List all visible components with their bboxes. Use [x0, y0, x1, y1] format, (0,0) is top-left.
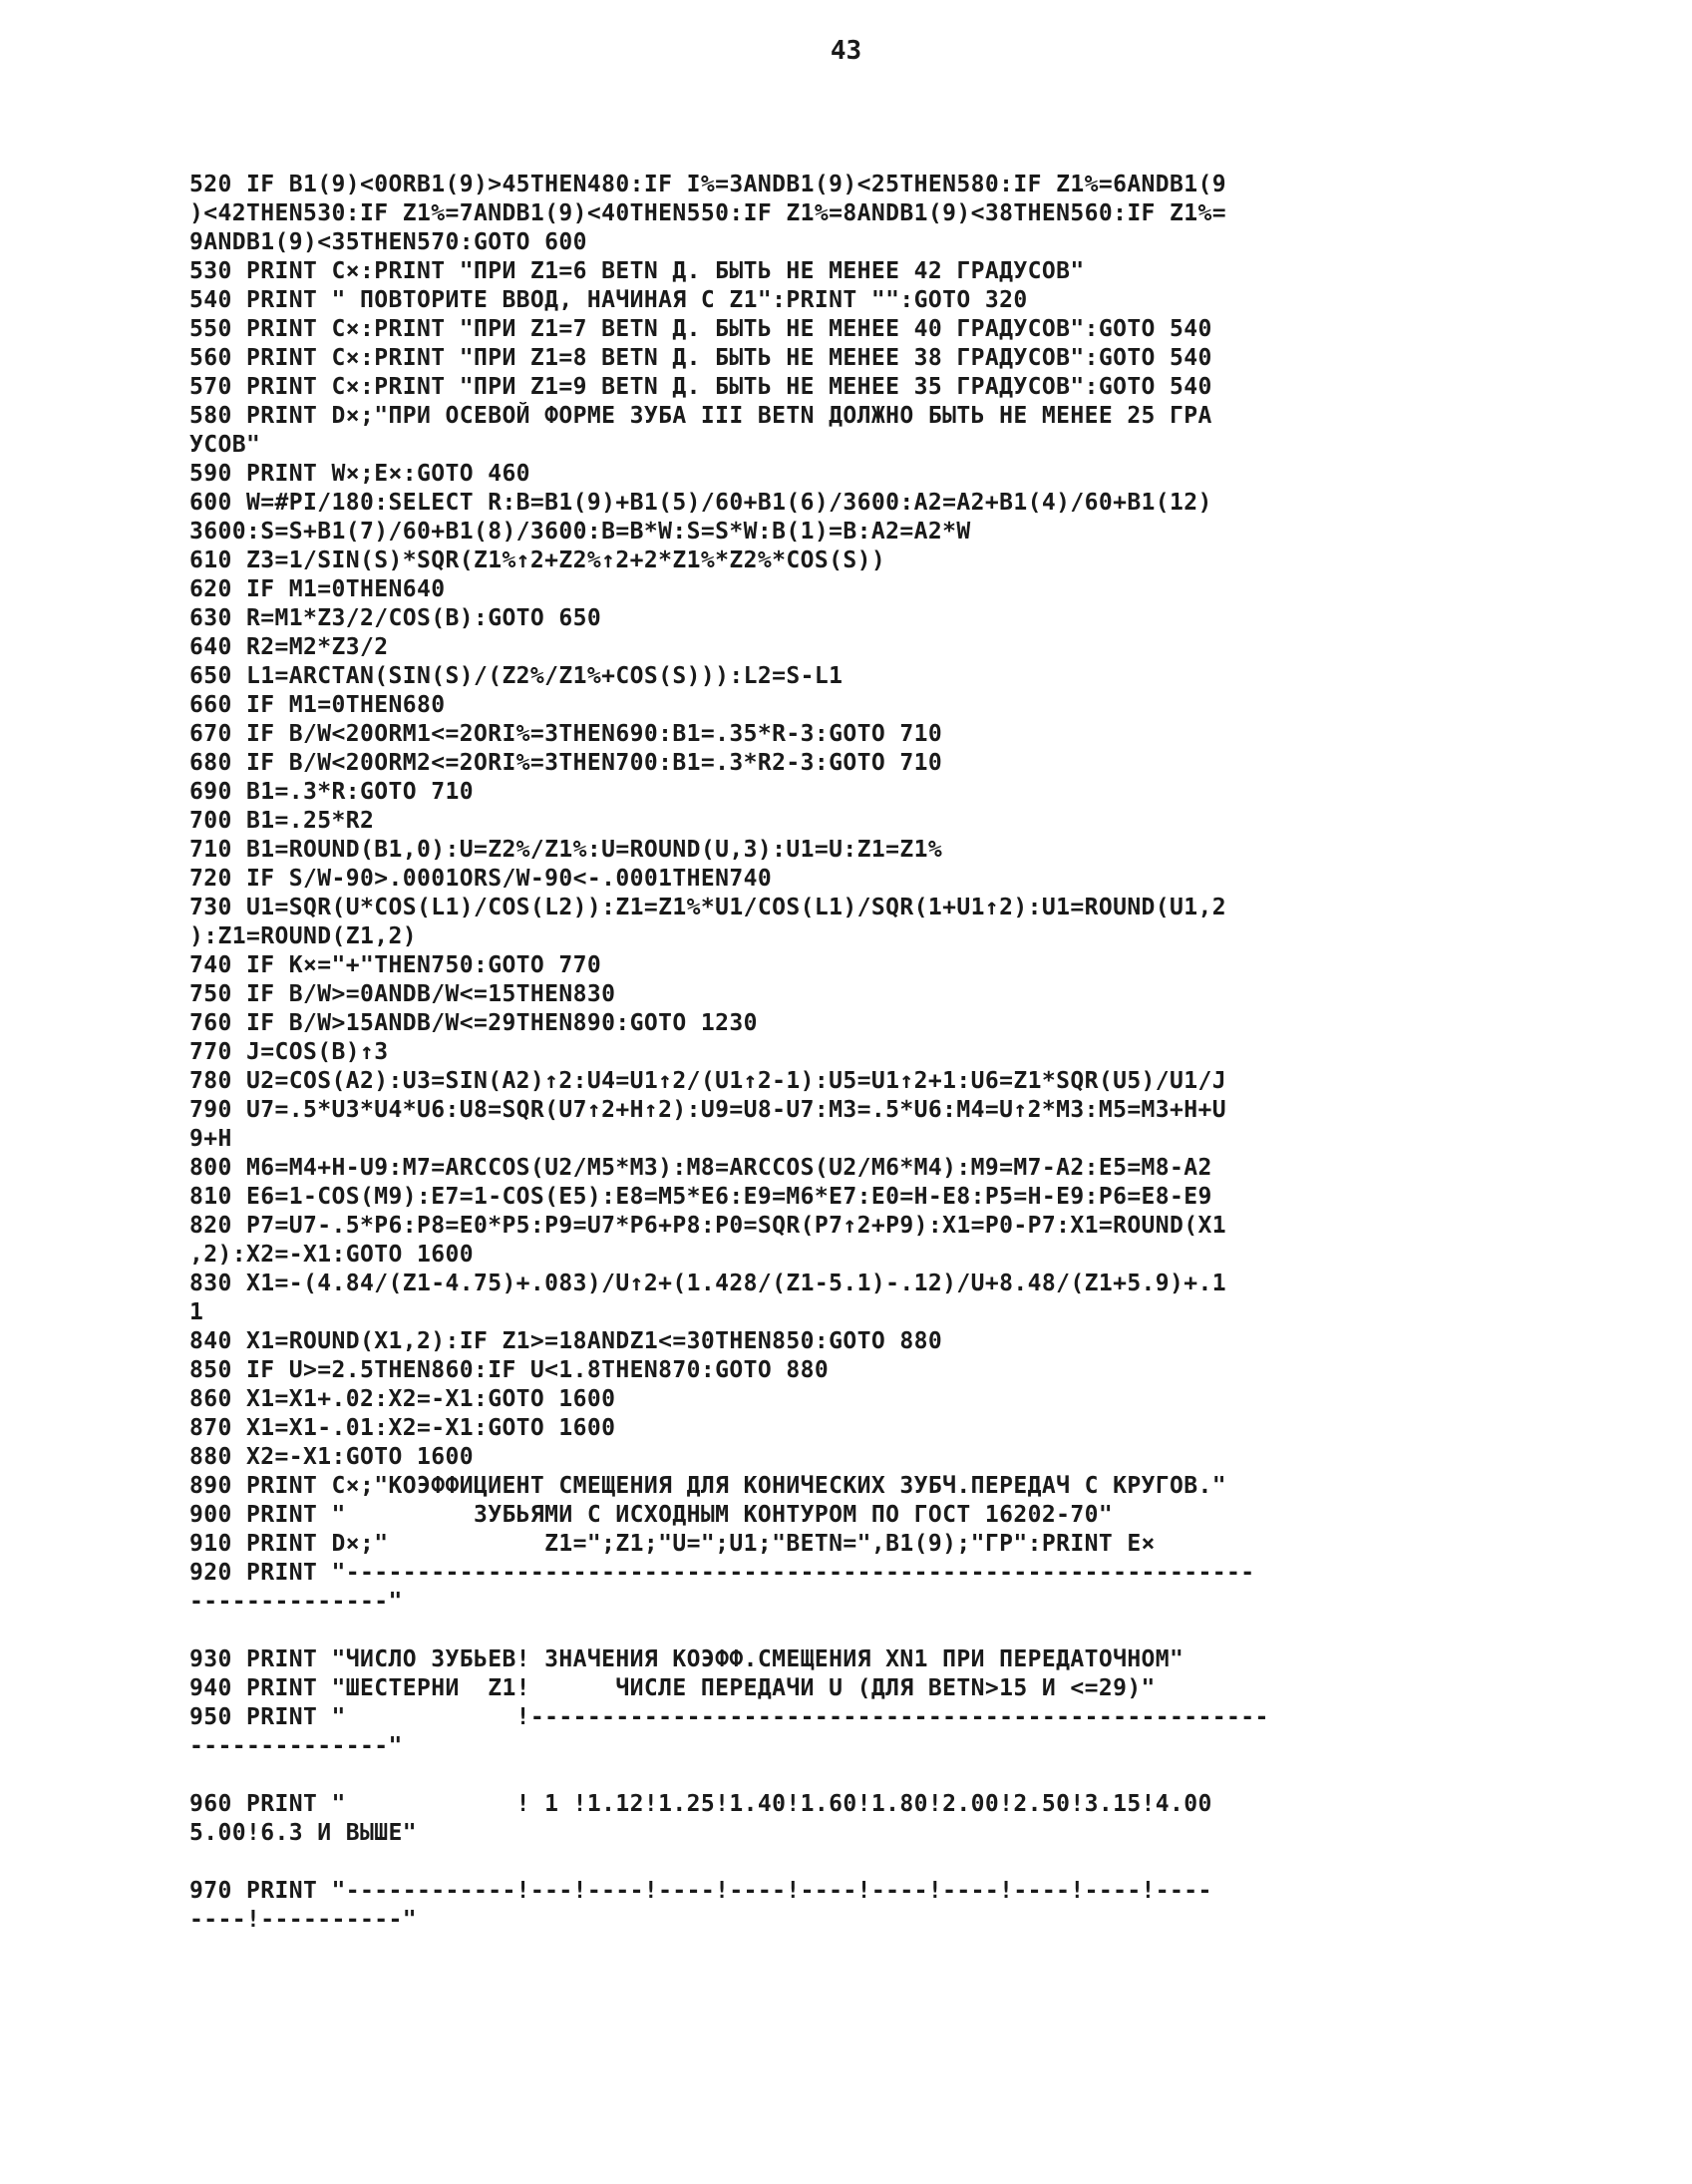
code-line: 920 PRINT "----------------------------------------------------------------	[189, 1560, 1255, 1586]
code-line: 560 PRINT C×:PRINT "ПРИ Z1=8 BETN Д. БЫТЬ НЕ МЕНЕЕ 38 ГРАДУСОВ":GOTO 540	[189, 345, 1212, 371]
code-line: 740 IF K×="+"THEN750:GOTO 770	[189, 952, 602, 978]
code-line: 830 X1=-(4.84/(Z1-4.75)+.083)/U↑2+(1.428/(Z1-5.1)-.12)/U+8.48/(Z1+5.9)+.1	[189, 1271, 1227, 1296]
code-line: 660 IF M1=0THEN680	[189, 692, 446, 718]
code-line: ----!----------"	[189, 1907, 417, 1933]
code-line: 3600:S=S+B1(7)/60+B1(8)/3600:B=B*W:S=S*W:B(1)=B:A2=A2*W	[189, 519, 971, 545]
code-line: 880 X2=-X1:GOTO 1600	[189, 1444, 474, 1470]
code-line: 620 IF M1=0THEN640	[189, 576, 446, 602]
code-line: --------------"	[189, 1589, 403, 1615]
code-line: 680 IF B/W<20ORM2<=2ORI%=3THEN700:B1=.3*R2-3:GOTO 710	[189, 750, 943, 776]
code-line: 730 U1=SQR(U*COS(L1)/COS(L2)):Z1=Z1%*U1/COS(L1)/SQR(1+U1↑2):U1=ROUND(U1,2	[189, 895, 1227, 920]
code-line: 750 IF B/W>=0ANDB/W<=15THEN830	[189, 981, 616, 1007]
code-line: 720 IF S/W-90>.0001ORS/W-90<-.0001THEN740	[189, 866, 773, 892]
code-line: 520 IF B1(9)<0ORB1(9)>45THEN480:IF I%=3ANDB1(9)<25THEN580:IF Z1%=6ANDB1(9	[189, 172, 1227, 197]
code-line: 1	[189, 1299, 204, 1325]
code-line: 690 B1=.3*R:GOTO 710	[189, 779, 474, 805]
code-line: 670 IF B/W<20ORM1<=2ORI%=3THEN690:B1=.35*R-3:GOTO 710	[189, 721, 943, 747]
code-line: 600 W=#PI/180:SELECT R:B=B1(9)+B1(5)/60+B1(6)/3600:A2=A2+B1(4)/60+B1(12)	[189, 490, 1212, 516]
code-line: 860 X1=X1+.02:X2=-X1:GOTO 1600	[189, 1386, 616, 1412]
code-line: 640 R2=M2*Z3/2	[189, 634, 389, 660]
code-line: 950 PRINT " !----------------------------------------------------	[189, 1704, 1269, 1730]
code-line: 840 X1=ROUND(X1,2):IF Z1>=18ANDZ1<=30THEN850:GOTO 880	[189, 1328, 943, 1354]
code-line: 630 R=M1*Z3/2/COS(B):GOTO 650	[189, 605, 602, 631]
code-line: 890 PRINT C×;"КОЭФФИЦИЕНТ СМЕЩЕНИЯ ДЛЯ КОНИЧЕСКИХ ЗУБЧ.ПЕРЕДАЧ С КРУГОВ."	[189, 1473, 1227, 1499]
code-line: )<42THEN530:IF Z1%=7ANDB1(9)<40THEN550:IF Z1%=8ANDB1(9)<38THEN560:IF Z1%=	[189, 200, 1227, 226]
code-line: ):Z1=ROUND(Z1,2)	[189, 923, 417, 949]
code-line: 930 PRINT "ЧИСЛО ЗУБЬЕВ! ЗНАЧЕНИЯ КОЭФФ.СМЕЩЕНИЯ XN1 ПРИ ПЕРЕДАТОЧНОМ"	[189, 1646, 1184, 1672]
basic-program-listing	[189, 171, 1486, 1935]
code-line: УСОВ"	[189, 432, 261, 458]
code-line: 550 PRINT C×:PRINT "ПРИ Z1=7 BETN Д. БЫТЬ НЕ МЕНЕЕ 40 ГРАДУСОВ":GOTO 540	[189, 316, 1212, 342]
code-line: 940 PRINT "ШЕСТЕРНИ Z1! ЧИСЛЕ ПЕРЕДАЧИ U (ДЛЯ BETN>15 И <=29)"	[189, 1675, 1156, 1701]
code-line: 770 J=COS(B)↑3	[189, 1039, 389, 1065]
code-line: 9+H	[189, 1126, 232, 1152]
code-line: 850 IF U>=2.5THEN860:IF U<1.8THEN870:GOTO 880	[189, 1357, 830, 1383]
code-line: 530 PRINT C×:PRINT "ПРИ Z1=6 BETN Д. БЫТЬ НЕ МЕНЕЕ 42 ГРАДУСОВ"	[189, 258, 1085, 284]
code-line: 590 PRINT W×;E×:GOTO 460	[189, 461, 530, 487]
code-line: ,2):X2=-X1:GOTO 1600	[189, 1242, 474, 1268]
page-number: 43	[830, 36, 862, 66]
code-line	[189, 1617, 1486, 1645]
code-line: 9ANDB1(9)<35THEN570:GOTO 600	[189, 229, 587, 255]
code-line: 810 E6=1-COS(M9):E7=1-COS(E5):E8=M5*E6:E9=M6*E7:E0=H-E8:P5=H-E9:P6=E8-E9	[189, 1184, 1212, 1210]
code-line: 970 PRINT "------------!---!----!----!----!----!----!----!----!----!----	[189, 1878, 1212, 1904]
code-line: 870 X1=X1-.01:X2=-X1:GOTO 1600	[189, 1415, 616, 1441]
code-line: 650 L1=ARCTAN(SIN(S)/(Z2%/Z1%+COS(S))):L2=S-L1	[189, 663, 844, 689]
code-line: 960 PRINT " ! 1 !1.12!1.25!1.40!1.60!1.80!2.00!2.50!3.15!4.00	[189, 1791, 1212, 1817]
code-line: --------------"	[189, 1733, 403, 1759]
code-line: 610 Z3=1/SIN(S)*SQR(Z1%↑2+Z2%↑2+2*Z1%*Z2%*COS(S))	[189, 547, 886, 573]
code-line: 540 PRINT " ПОВТОРИТЕ ВВОД, НАЧИНАЯ С Z1":PRINT "":GOTO 320	[189, 287, 1028, 313]
code-line: 710 B1=ROUND(B1,0):U=Z2%/Z1%:U=ROUND(U,3):U1=U:Z1=Z1%	[189, 837, 943, 863]
code-line	[189, 1848, 1486, 1877]
code-line: 780 U2=COS(A2):U3=SIN(A2)↑2:U4=U1↑2/(U1↑2-1):U5=U1↑2+1:U6=Z1*SQR(U5)/U1/J	[189, 1068, 1227, 1094]
code-line: 570 PRINT C×:PRINT "ПРИ Z1=9 BETN Д. БЫТЬ НЕ МЕНЕЕ 35 ГРАДУСОВ":GOTO 540	[189, 374, 1212, 400]
code-line: 900 PRINT " ЗУБЬЯМИ С ИСХОДНЫМ КОНТУРОМ ПО ГОСТ 16202-70"	[189, 1502, 1114, 1528]
code-line: 700 B1=.25*R2	[189, 808, 375, 834]
code-line: 790 U7=.5*U3*U4*U6:U8=SQR(U7↑2+H↑2):U9=U8-U7:M3=.5*U6:M4=U↑2*M3:M5=M3+H+U	[189, 1097, 1227, 1123]
code-line: 5.00!6.3 И ВЫШЕ"	[189, 1820, 417, 1846]
code-line	[189, 1761, 1486, 1790]
code-line: 580 PRINT D×;"ПРИ ОСЕВОЙ ФОРМЕ ЗУБА III BETN ДОЛЖНО БЫТЬ НЕ МЕНЕЕ 25 ГРА	[189, 403, 1212, 429]
code-line: 800 M6=M4+H-U9:M7=ARCCOS(U2/M5*M3):M8=ARCCOS(U2/M6*M4):M9=M7-A2:E5=M8-A2	[189, 1155, 1212, 1181]
code-line: 760 IF B/W>15ANDB/W<=29THEN890:GOTO 1230	[189, 1010, 758, 1036]
code-line: 910 PRINT D×;" Z1=";Z1;"U=";U1;"BETN=",B1(9);"ГР":PRINT E×	[189, 1531, 1156, 1557]
code-line: 820 P7=U7-.5*P6:P8=E0*P5:P9=U7*P6+P8:P0=SQR(P7↑2+P9):X1=P0-P7:X1=ROUND(X1	[189, 1213, 1227, 1239]
